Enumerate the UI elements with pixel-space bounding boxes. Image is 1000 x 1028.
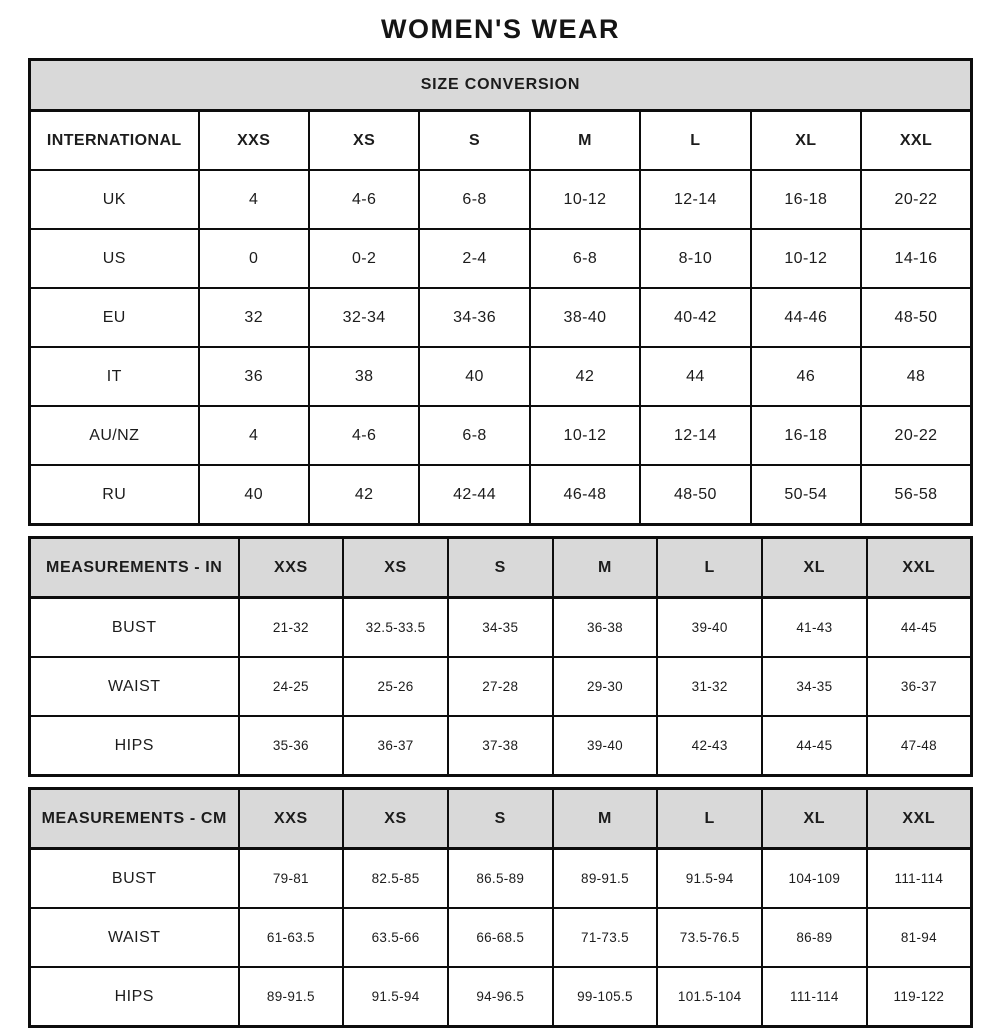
value-cell: 44-45 bbox=[762, 716, 867, 776]
value-cell: 44-46 bbox=[751, 288, 861, 347]
value-cell: 39-40 bbox=[657, 598, 762, 658]
table-row bbox=[30, 347, 972, 406]
value-cell: 38 bbox=[309, 347, 419, 406]
value-cell: 42-44 bbox=[419, 465, 529, 525]
value-cell: 36 bbox=[199, 347, 309, 406]
table-title-row bbox=[30, 60, 972, 111]
value-cell: 36-37 bbox=[343, 716, 448, 776]
value-cell: 12-14 bbox=[640, 406, 750, 465]
size-conversion-table bbox=[28, 58, 973, 526]
value-cell: 10-12 bbox=[530, 406, 640, 465]
value-cell: 8-10 bbox=[640, 229, 750, 288]
value-cell: 40-42 bbox=[640, 288, 750, 347]
measurements-in-table bbox=[28, 536, 973, 777]
table-title: SIZE CONVERSION bbox=[30, 60, 972, 111]
value-cell: 119-122 bbox=[867, 967, 972, 1027]
value-cell: 81-94 bbox=[867, 908, 972, 967]
value-cell: 47-48 bbox=[867, 716, 972, 776]
table-row bbox=[30, 849, 972, 909]
value-cell: 4 bbox=[199, 170, 309, 229]
value-cell: 94-96.5 bbox=[448, 967, 553, 1027]
row-header-label: MEASUREMENTS - IN bbox=[30, 538, 239, 598]
size-header-cell: L bbox=[657, 538, 762, 598]
table-row bbox=[30, 229, 972, 288]
size-header-cell: L bbox=[640, 111, 750, 171]
size-header-cell: S bbox=[448, 789, 553, 849]
value-cell: 61-63.5 bbox=[239, 908, 344, 967]
value-cell: 42-43 bbox=[657, 716, 762, 776]
value-cell: 20-22 bbox=[861, 170, 971, 229]
value-cell: 40 bbox=[199, 465, 309, 525]
value-cell: 34-35 bbox=[762, 657, 867, 716]
value-cell: 16-18 bbox=[751, 406, 861, 465]
value-cell: 25-26 bbox=[343, 657, 448, 716]
value-cell: 21-32 bbox=[239, 598, 344, 658]
value-cell: 38-40 bbox=[530, 288, 640, 347]
table-row bbox=[30, 908, 972, 967]
value-cell: 35-36 bbox=[239, 716, 344, 776]
size-header-cell: XL bbox=[751, 111, 861, 171]
size-header-cell: M bbox=[530, 111, 640, 171]
value-cell: 48-50 bbox=[640, 465, 750, 525]
table-row bbox=[30, 465, 972, 525]
row-label: EU bbox=[30, 288, 199, 347]
size-header-cell: M bbox=[553, 538, 658, 598]
value-cell: 46-48 bbox=[530, 465, 640, 525]
value-cell: 10-12 bbox=[751, 229, 861, 288]
value-cell: 32-34 bbox=[309, 288, 419, 347]
value-cell: 111-114 bbox=[762, 967, 867, 1027]
value-cell: 4 bbox=[199, 406, 309, 465]
value-cell: 39-40 bbox=[553, 716, 658, 776]
size-header-cell: XS bbox=[343, 538, 448, 598]
value-cell: 0 bbox=[199, 229, 309, 288]
size-header-cell: L bbox=[657, 789, 762, 849]
size-header-cell: XXL bbox=[867, 538, 972, 598]
value-cell: 48-50 bbox=[861, 288, 971, 347]
value-cell: 0-2 bbox=[309, 229, 419, 288]
row-label: HIPS bbox=[30, 716, 239, 776]
value-cell: 36-38 bbox=[553, 598, 658, 658]
page-title: WOMEN'S WEAR bbox=[381, 14, 620, 44]
row-label: WAIST bbox=[30, 908, 239, 967]
value-cell: 46 bbox=[751, 347, 861, 406]
value-cell: 91.5-94 bbox=[343, 967, 448, 1027]
row-label: AU/NZ bbox=[30, 406, 199, 465]
sizes-header-row bbox=[30, 111, 972, 171]
value-cell: 6-8 bbox=[419, 170, 529, 229]
table-row bbox=[30, 657, 972, 716]
value-cell: 82.5-85 bbox=[343, 849, 448, 909]
row-label: BUST bbox=[30, 598, 239, 658]
value-cell: 48 bbox=[861, 347, 971, 406]
value-cell: 79-81 bbox=[239, 849, 344, 909]
value-cell: 111-114 bbox=[867, 849, 972, 909]
value-cell: 4-6 bbox=[309, 406, 419, 465]
size-header-cell: M bbox=[553, 789, 658, 849]
value-cell: 32.5-33.5 bbox=[343, 598, 448, 658]
size-header-cell: XXL bbox=[861, 111, 971, 171]
value-cell: 41-43 bbox=[762, 598, 867, 658]
value-cell: 86-89 bbox=[762, 908, 867, 967]
row-header-label: INTERNATIONAL bbox=[30, 111, 199, 171]
sizes-header-row bbox=[30, 789, 972, 849]
size-header-cell: XXS bbox=[239, 538, 344, 598]
sizes-header-row bbox=[30, 538, 972, 598]
row-label: WAIST bbox=[30, 657, 239, 716]
size-header-cell: S bbox=[419, 111, 529, 171]
size-header-cell: XS bbox=[309, 111, 419, 171]
table-row bbox=[30, 170, 972, 229]
value-cell: 6-8 bbox=[419, 406, 529, 465]
row-label: IT bbox=[30, 347, 199, 406]
value-cell: 44-45 bbox=[867, 598, 972, 658]
value-cell: 56-58 bbox=[861, 465, 971, 525]
value-cell: 66-68.5 bbox=[448, 908, 553, 967]
table-row bbox=[30, 967, 972, 1027]
row-label: BUST bbox=[30, 849, 239, 909]
value-cell: 71-73.5 bbox=[553, 908, 658, 967]
table-row bbox=[30, 288, 972, 347]
size-header-cell: XS bbox=[343, 789, 448, 849]
value-cell: 89-91.5 bbox=[553, 849, 658, 909]
table-row bbox=[30, 598, 972, 658]
value-cell: 20-22 bbox=[861, 406, 971, 465]
value-cell: 27-28 bbox=[448, 657, 553, 716]
value-cell: 86.5-89 bbox=[448, 849, 553, 909]
table-row bbox=[30, 406, 972, 465]
row-label: UK bbox=[30, 170, 199, 229]
value-cell: 34-36 bbox=[419, 288, 529, 347]
value-cell: 6-8 bbox=[530, 229, 640, 288]
value-cell: 63.5-66 bbox=[343, 908, 448, 967]
value-cell: 73.5-76.5 bbox=[657, 908, 762, 967]
size-header-cell: S bbox=[448, 538, 553, 598]
value-cell: 31-32 bbox=[657, 657, 762, 716]
value-cell: 89-91.5 bbox=[239, 967, 344, 1027]
value-cell: 34-35 bbox=[448, 598, 553, 658]
table-row bbox=[30, 716, 972, 776]
value-cell: 40 bbox=[419, 347, 529, 406]
value-cell: 29-30 bbox=[553, 657, 658, 716]
value-cell: 2-4 bbox=[419, 229, 529, 288]
value-cell: 24-25 bbox=[239, 657, 344, 716]
value-cell: 50-54 bbox=[751, 465, 861, 525]
value-cell: 101.5-104 bbox=[657, 967, 762, 1027]
size-header-cell: XXL bbox=[867, 789, 972, 849]
value-cell: 16-18 bbox=[751, 170, 861, 229]
row-header-label: MEASUREMENTS - CM bbox=[30, 789, 239, 849]
row-label: RU bbox=[30, 465, 199, 525]
value-cell: 10-12 bbox=[530, 170, 640, 229]
value-cell: 42 bbox=[309, 465, 419, 525]
value-cell: 99-105.5 bbox=[553, 967, 658, 1027]
value-cell: 91.5-94 bbox=[657, 849, 762, 909]
size-header-cell: XXS bbox=[239, 789, 344, 849]
size-header-cell: XXS bbox=[199, 111, 309, 171]
value-cell: 12-14 bbox=[640, 170, 750, 229]
measurements-cm-table bbox=[28, 787, 973, 1028]
value-cell: 44 bbox=[640, 347, 750, 406]
size-header-cell: XL bbox=[762, 789, 867, 849]
row-label: US bbox=[30, 229, 199, 288]
value-cell: 14-16 bbox=[861, 229, 971, 288]
size-header-cell: XL bbox=[762, 538, 867, 598]
row-label: HIPS bbox=[30, 967, 239, 1027]
value-cell: 37-38 bbox=[448, 716, 553, 776]
value-cell: 32 bbox=[199, 288, 309, 347]
value-cell: 36-37 bbox=[867, 657, 972, 716]
value-cell: 42 bbox=[530, 347, 640, 406]
value-cell: 4-6 bbox=[309, 170, 419, 229]
value-cell: 104-109 bbox=[762, 849, 867, 909]
